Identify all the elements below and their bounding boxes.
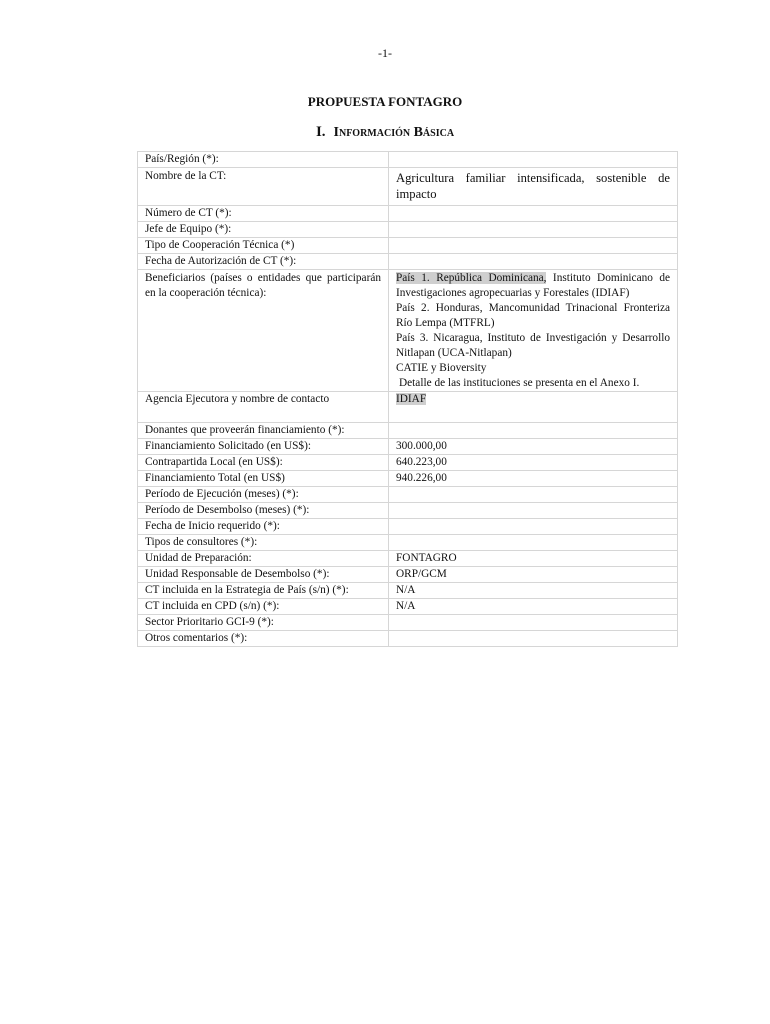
- value-ct-cpd: N/A: [389, 599, 678, 615]
- label-nombre-ct: Nombre de la CT:: [138, 168, 389, 206]
- label-pais-region: País/Región (*):: [138, 152, 389, 168]
- table-row: [138, 583, 678, 599]
- section-title: Información Básica: [333, 125, 455, 140]
- label-fin-solicitado: Financiamiento Solicitado (en US$):: [138, 439, 389, 455]
- value-fin-solicitado: 300.000,00: [389, 439, 678, 455]
- table-row: [138, 615, 678, 631]
- table-row: [138, 599, 678, 615]
- label-unidad-desembolso: Unidad Responsable de Desembolso (*):: [138, 567, 389, 583]
- value-otros: [389, 631, 678, 647]
- value-donantes: [389, 423, 678, 439]
- label-jefe-equipo: Jefe de Equipo (*):: [138, 222, 389, 238]
- table-row: [138, 222, 678, 238]
- beneficiario-pais-2: País 2. Honduras, Mancomunidad Trinacional Fronteriza Río Lempa (MTFRL): [396, 302, 670, 329]
- highlighted-text: IDIAF: [396, 393, 427, 405]
- label-beneficiarios: Beneficiarios (países o entidades que participarán en la cooperación técnica):: [138, 270, 389, 392]
- table-row: [138, 487, 678, 503]
- table-row: [138, 423, 678, 439]
- table-row: [138, 392, 678, 423]
- table-row: [138, 206, 678, 222]
- value-jefe-equipo: [389, 222, 678, 238]
- table-row: [138, 551, 678, 567]
- beneficiario-pais-1: [396, 271, 670, 301]
- label-tipo-cooperacion: Tipo de Cooperación Técnica (*): [138, 238, 389, 254]
- basic-info-table: [137, 151, 678, 647]
- label-ct-cpd: CT incluida en CPD (s/n) (*):: [138, 599, 389, 615]
- beneficiario-pais-3: País 3. Nicaragua, Instituto de Investigación y Desarrollo Nitlapan (UCA-Nitlapan): [396, 332, 670, 359]
- value-periodo-ejecucion: [389, 487, 678, 503]
- label-fin-total: Financiamiento Total (en US$): [138, 471, 389, 487]
- section-heading: [0, 124, 770, 141]
- table-row: [138, 567, 678, 583]
- value-unidad-preparacion: FONTAGRO: [389, 551, 678, 567]
- label-contrapartida: Contrapartida Local (en US$):: [138, 455, 389, 471]
- page-number: -1-: [378, 46, 392, 60]
- label-numero-ct: Número de CT (*):: [138, 206, 389, 222]
- table-row: [138, 168, 678, 206]
- value-beneficiarios: [389, 270, 678, 392]
- beneficiario-anexo: Detalle de las instituciones se presenta en el Anexo I.: [399, 377, 640, 389]
- table-row: [138, 254, 678, 270]
- table-row: [138, 238, 678, 254]
- table-row: [138, 471, 678, 487]
- table-row: [138, 503, 678, 519]
- value-pais-region: [389, 152, 678, 168]
- value-tipo-cooperacion: [389, 238, 678, 254]
- value-tipos-consultores: [389, 535, 678, 551]
- value-periodo-desembolso: [389, 503, 678, 519]
- table-row: [138, 152, 678, 168]
- beneficiario-catie: CATIE y Bioversity: [396, 362, 487, 374]
- label-donantes: Donantes que proveerán financiamiento (*):: [138, 423, 389, 439]
- value-numero-ct: [389, 206, 678, 222]
- label-agencia: Agencia Ejecutora y nombre de contacto: [138, 392, 389, 423]
- beneficiario-pais-1-text: Instituto Dominicano de Investigaciones agropecuarias y Forestales (IDIAF): [396, 272, 670, 299]
- table-row: [138, 455, 678, 471]
- value-fecha-autorizacion: [389, 254, 678, 270]
- label-fecha-inicio: Fecha de Inicio requerido (*):: [138, 519, 389, 535]
- value-fecha-inicio: [389, 519, 678, 535]
- label-ct-estrategia: CT incluida en la Estrategia de País (s/n) (*):: [138, 583, 389, 599]
- label-otros: Otros comentarios (*):: [138, 631, 389, 647]
- label-tipos-consultores: Tipos de consultores (*):: [138, 535, 389, 551]
- label-periodo-ejecucion: Período de Ejecución (meses) (*):: [138, 487, 389, 503]
- table-row: [138, 270, 678, 392]
- label-sector-gci: Sector Prioritario GCI-9 (*):: [138, 615, 389, 631]
- table-row: [138, 535, 678, 551]
- value-ct-estrategia: N/A: [389, 583, 678, 599]
- label-periodo-desembolso: Período de Desembolso (meses) (*):: [138, 503, 389, 519]
- value-sector-gci: [389, 615, 678, 631]
- table-row: [138, 631, 678, 647]
- label-fecha-autorizacion: Fecha de Autorización de CT (*):: [138, 254, 389, 270]
- document-title: PROPUESTA FONTAGRO: [307, 94, 463, 109]
- table-row: [138, 439, 678, 455]
- label-unidad-preparacion: Unidad de Preparación:: [138, 551, 389, 567]
- table-row: [138, 519, 678, 535]
- highlighted-text: País 1. República Dominicana,: [396, 272, 547, 284]
- value-nombre-ct: Agricultura familiar intensificada, sostenible de impacto: [389, 168, 678, 206]
- value-agencia: [389, 392, 678, 423]
- section-number: I.: [315, 124, 326, 140]
- value-contrapartida: 640.223,00: [389, 455, 678, 471]
- value-unidad-desembolso: ORP/GCM: [389, 567, 678, 583]
- value-fin-total: 940.226,00: [389, 471, 678, 487]
